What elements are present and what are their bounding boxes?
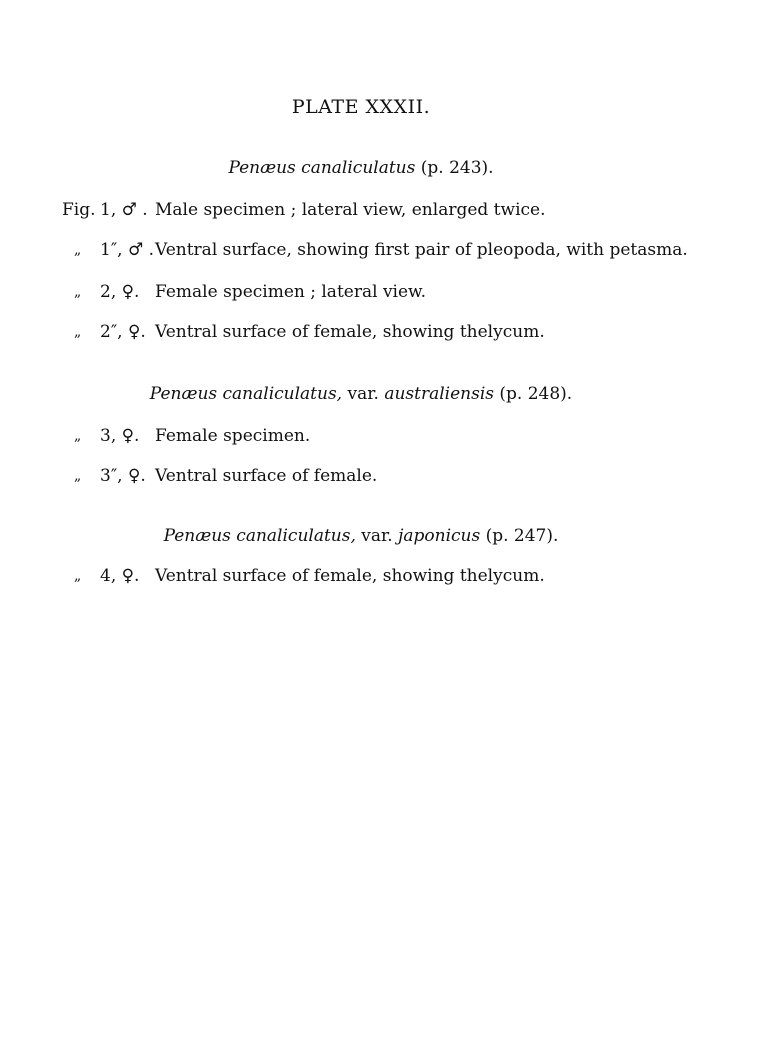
section-heading: [0, 384, 722, 404]
variety-prefix: var.: [355, 526, 399, 546]
species-name: Penæus canaliculatus: [228, 158, 416, 178]
variety-name: japonicus: [398, 526, 481, 546]
figure-entry: [0, 322, 776, 346]
ditto-mark: „: [74, 324, 82, 340]
ditto-mark: „: [74, 242, 82, 258]
species-name: Penæus canaliculatus,: [149, 384, 343, 404]
figure-number: 1, ♂ .: [100, 200, 148, 220]
figure-entry: [0, 426, 776, 450]
ditto-mark: „: [74, 468, 82, 484]
figure-entry: [0, 466, 776, 490]
figure-entry: [0, 240, 776, 264]
figure-number: 1″, ♂ .: [100, 240, 155, 260]
ditto-mark: „: [74, 428, 82, 444]
species-name: Penæus canaliculatus,: [163, 526, 356, 546]
figure-number: 4, ♀.: [100, 566, 140, 586]
figure-entry: [0, 282, 776, 306]
ditto-mark: „: [74, 568, 82, 584]
figure-entry: [0, 200, 776, 224]
page-reference: (p. 248).: [493, 384, 573, 404]
figure-description: Female specimen ; lateral view.: [155, 282, 426, 302]
figure-number: 3″, ♀.: [100, 466, 146, 486]
figure-prefix: Fig.: [62, 200, 96, 220]
figure-description: Ventral surface of female, showing thelycum.: [155, 566, 545, 586]
page-reference: (p. 243).: [415, 158, 494, 178]
page-reference: (p. 247).: [480, 526, 559, 546]
figure-description: Female specimen.: [155, 426, 311, 446]
figure-number: 2, ♀.: [100, 282, 140, 302]
figure-description: Male specimen ; lateral view, enlarged twice.: [155, 200, 546, 220]
figure-number: 2″, ♀.: [100, 322, 146, 342]
section-heading: [0, 158, 722, 178]
section-heading: [0, 526, 722, 546]
figure-description: Ventral surface, showing first pair of pleopoda, with petasma.: [155, 240, 688, 260]
figure-description: Ventral surface of female.: [155, 466, 378, 486]
plate-title: PLATE XXXII.: [291, 96, 431, 118]
variety-name: australiensis: [384, 384, 494, 404]
figure-entry: [0, 566, 776, 590]
ditto-mark: „: [74, 284, 82, 300]
figure-description: Ventral surface of female, showing thelycum.: [155, 322, 545, 342]
variety-prefix: var.: [342, 384, 385, 404]
figure-number: 3, ♀.: [100, 426, 140, 446]
